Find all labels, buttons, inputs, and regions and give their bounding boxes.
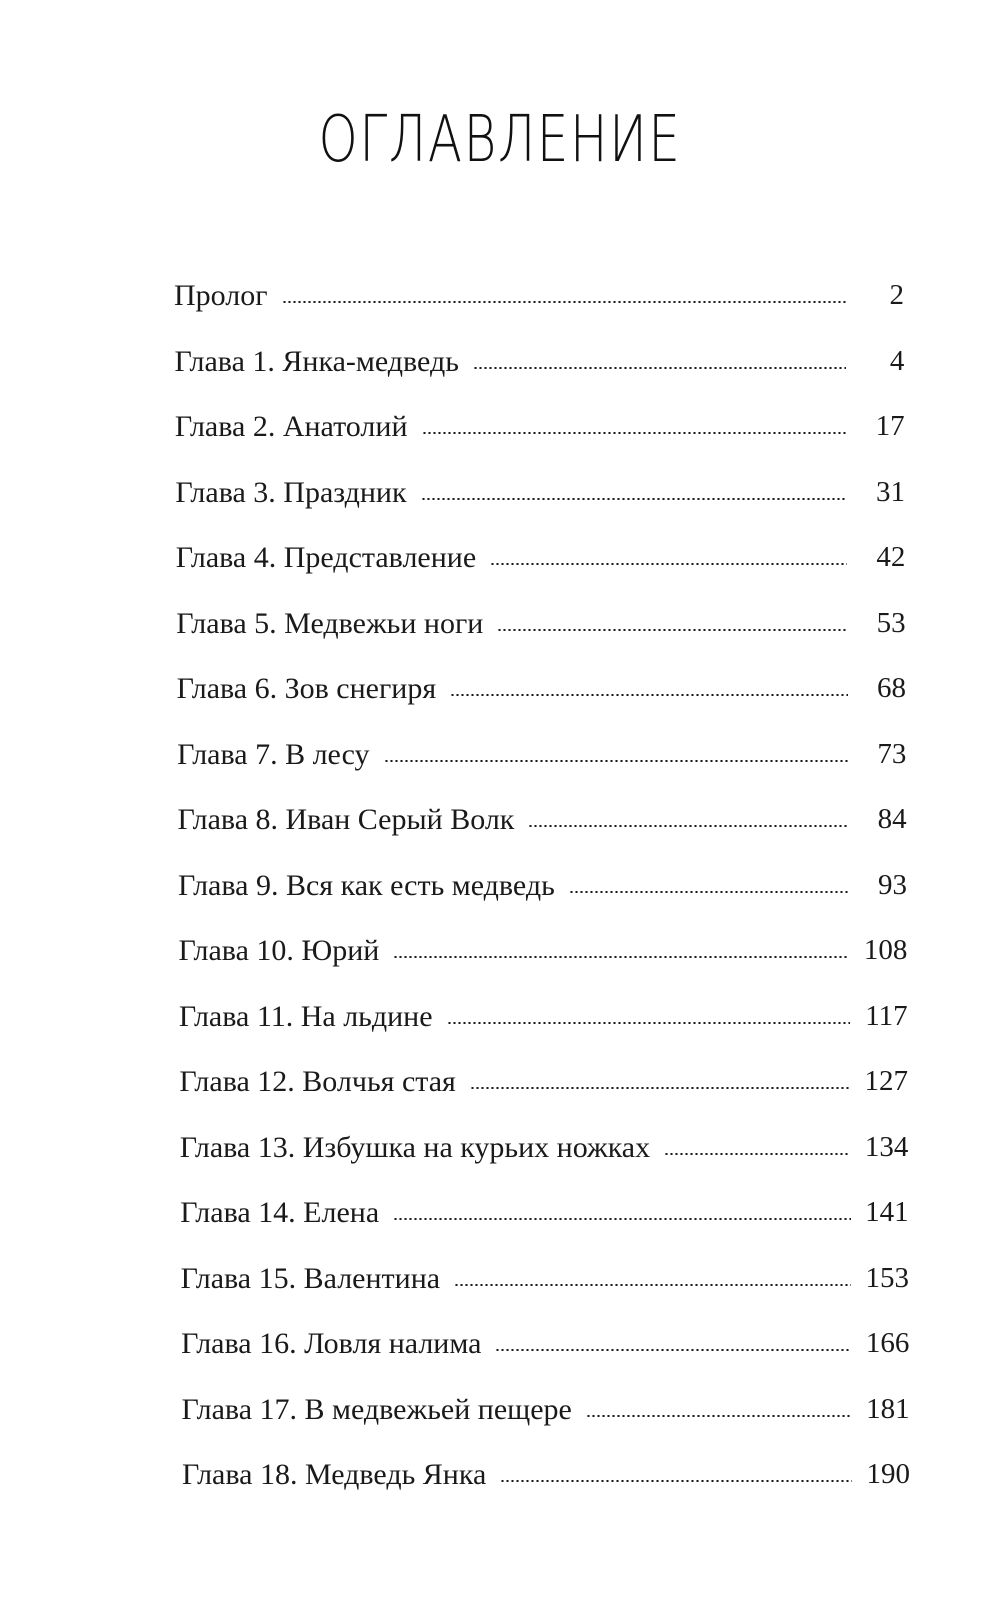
leader-dots	[497, 629, 847, 631]
toc-entry-label: Глава 14. Елена	[180, 1196, 380, 1229]
toc-entry-page: 17	[875, 410, 905, 443]
toc-entry-page: 31	[875, 475, 905, 508]
toc-entry-chapter-1[interactable]	[0, 324, 1000, 390]
toc-entry-label: Глава 8. Иван Серый Волк	[177, 803, 515, 836]
toc-entry-label: Глава 10. Юрий	[178, 934, 380, 967]
leader-dots	[384, 760, 849, 762]
toc-entry-label: Глава 16. Ловля налима	[181, 1327, 482, 1360]
toc-entry-label: Глава 5. Медвежьи ноги	[176, 606, 484, 640]
toc-entry-chapter-18[interactable]	[0, 1437, 1000, 1503]
toc-entry-page: 141	[865, 1196, 909, 1229]
toc-entry-chapter-16[interactable]	[0, 1306, 1000, 1372]
toc-entry-page: 68	[876, 672, 906, 705]
toc-entry-page: 73	[877, 737, 907, 770]
toc-entry-label: Глава 18. Медведь Янка	[182, 1458, 487, 1491]
toc-entry-chapter-17[interactable]	[0, 1372, 1000, 1438]
toc-entry-label: Глава 7. В лесу	[177, 737, 370, 771]
toc-entry-label: Глава 6. Зов снегиря	[176, 672, 437, 705]
toc-entry-page: 4	[889, 344, 905, 377]
leader-dots	[393, 956, 849, 958]
toc-entry-chapter-6[interactable]	[0, 651, 1000, 717]
toc-entry-page: 2	[889, 279, 904, 312]
toc-entry-chapter-9[interactable]	[0, 848, 1000, 914]
leader-dots	[528, 825, 848, 827]
leader-dots	[393, 1218, 850, 1220]
toc-entry-page: 190	[866, 1458, 910, 1491]
toc-entry-page: 117	[865, 999, 908, 1032]
toc-entry-page: 153	[865, 1261, 909, 1294]
toc-entry-label: Глава 9. Вся как есть медведь	[178, 868, 555, 902]
leader-dots	[282, 301, 846, 303]
toc-entry-chapter-13[interactable]	[0, 1110, 1000, 1176]
leader-dots	[421, 498, 847, 500]
leader-dots	[495, 1349, 851, 1351]
toc-entry-chapter-7[interactable]	[0, 717, 1000, 783]
leader-dots	[569, 891, 849, 893]
toc-entry-page: 166	[865, 1327, 910, 1360]
leader-dots	[500, 1480, 852, 1482]
toc-entry-label: Глава 17. В медвежьей пещере	[181, 1392, 572, 1426]
toc-entry-page: 181	[866, 1392, 910, 1425]
leader-dots	[454, 1284, 851, 1286]
toc-entry-page: 53	[876, 606, 906, 639]
toc-entry-page: 84	[877, 803, 907, 836]
leader-dots	[470, 1087, 850, 1089]
toc-entry-prologue[interactable]	[0, 258, 1000, 324]
toc-entry-label: Глава 11. На льдине	[178, 999, 433, 1033]
toc-entry-chapter-8[interactable]	[0, 782, 1000, 848]
toc-entry-chapter-2[interactable]	[0, 389, 1000, 455]
leader-dots	[422, 432, 847, 434]
toc-entry-chapter-10[interactable]	[0, 913, 1000, 979]
toc-entry-label: Глава 1. Янка-медведь	[174, 344, 459, 378]
toc-entry-label: Пролог	[174, 279, 268, 312]
toc-entry-label: Глава 12. Волчья стая	[179, 1065, 456, 1098]
toc-entry-page: 134	[864, 1130, 909, 1163]
table-of-contents	[0, 258, 1000, 1503]
toc-entry-label: Глава 2. Анатолий	[174, 410, 408, 443]
toc-entry-chapter-11[interactable]	[0, 979, 1000, 1045]
toc-entry-chapter-3[interactable]	[0, 455, 1000, 521]
leader-dots	[490, 563, 847, 565]
page-title: ОГЛАВЛЕНИЕ	[318, 103, 682, 177]
toc-entry-chapter-5[interactable]	[0, 586, 1000, 652]
leader-dots	[586, 1415, 852, 1417]
toc-entry-label: Глава 15. Валентина	[180, 1261, 441, 1295]
leader-dots	[447, 1022, 850, 1024]
leader-dots	[473, 367, 846, 369]
toc-entry-chapter-12[interactable]	[0, 1044, 1000, 1110]
toc-entry-page: 93	[878, 868, 907, 901]
toc-entry-page: 108	[863, 934, 908, 967]
toc-entry-label: Глава 13. Избушка на курьих ножках	[179, 1130, 651, 1164]
toc-entry-label: Глава 4. Представление	[175, 541, 477, 574]
toc-entry-page: 42	[876, 541, 906, 574]
toc-entry-label: Глава 3. Праздник	[175, 475, 407, 509]
leader-dots	[664, 1153, 850, 1155]
toc-entry-page: 127	[864, 1065, 908, 1098]
toc-entry-chapter-14[interactable]	[0, 1175, 1000, 1241]
toc-entry-chapter-15[interactable]	[0, 1241, 1000, 1307]
leader-dots	[450, 694, 848, 696]
toc-entry-chapter-4[interactable]	[0, 520, 1000, 586]
